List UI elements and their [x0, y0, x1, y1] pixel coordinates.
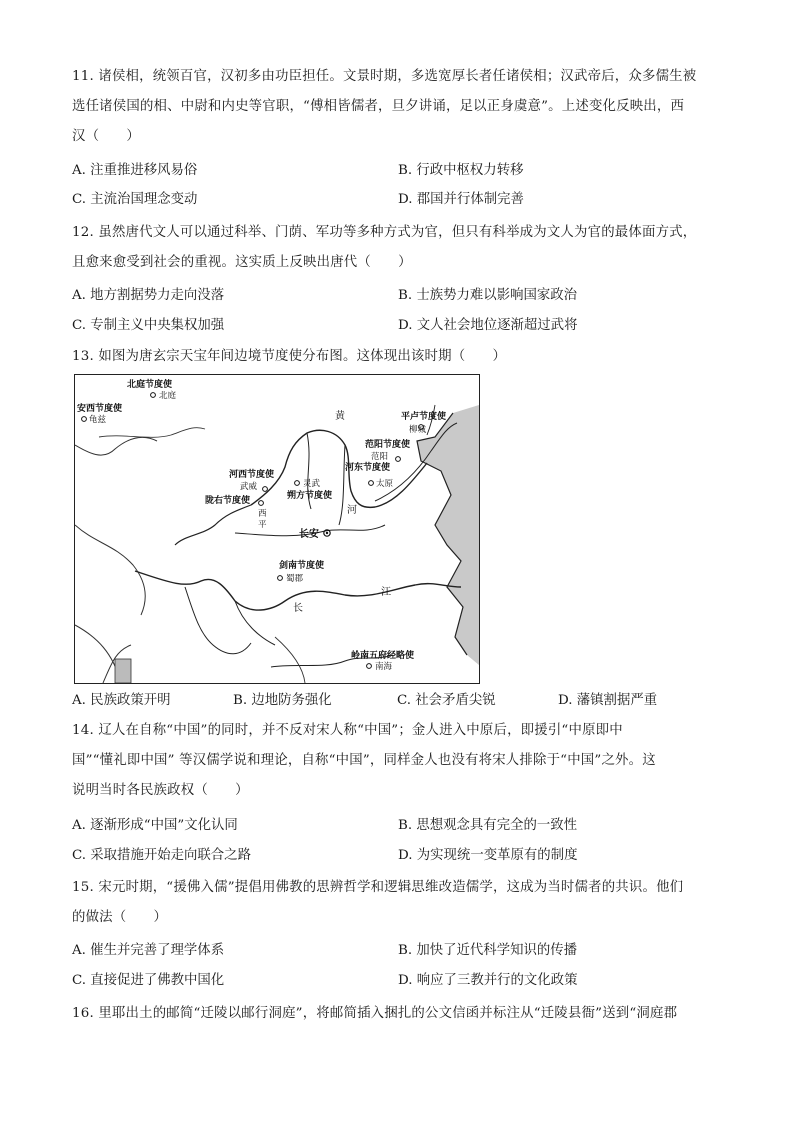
question-15-stem: [72, 873, 724, 933]
city-marker: [259, 501, 264, 506]
city-marker: [263, 487, 268, 492]
question-line: 16. 里耶出土的邮简“迁陵以邮行洞庭”，将邮简插入捆扎的公文信函并标注从“迁陵县衙”送到“洞庭郡: [72, 1006, 678, 1021]
label-shuofang-city: 灵武: [303, 479, 321, 489]
option-a[interactable]: A. 逐渐形成“中国”文化认同: [72, 818, 238, 833]
map-svg: [75, 375, 479, 683]
river-upper: [175, 505, 251, 545]
city-marker: [82, 417, 87, 422]
option-b[interactable]: B. 边地防务强化: [233, 693, 332, 708]
question-11-options-row-2: [72, 187, 724, 213]
question-11-options-row-1: [72, 158, 724, 184]
option-c[interactable]: C. 专制主义中央集权加强: [72, 318, 225, 333]
question-14-stem: [72, 716, 724, 806]
border-line: [99, 428, 205, 438]
label-river-jiang: 江: [381, 587, 391, 598]
question-15-options-row-1: [72, 938, 724, 964]
label-hexi-city: 武威: [240, 482, 258, 492]
border-line: [75, 437, 157, 455]
option-b[interactable]: B. 行政中枢权力转移: [398, 163, 524, 178]
river-branch: [235, 601, 275, 645]
river-branch: [275, 637, 305, 683]
question-13-options-row: [72, 688, 724, 714]
city-marker: [367, 664, 372, 669]
question-12-options-row-1: [72, 283, 724, 309]
option-d[interactable]: D. 为实现统一变革原有的制度: [398, 848, 578, 863]
label-anxi-city: 龟兹: [89, 415, 107, 425]
label-hexi: 河西节度使: [229, 470, 275, 480]
question-line: 的做法（ ）: [72, 910, 168, 925]
option-c[interactable]: C. 社会矛盾尖锐: [397, 693, 496, 708]
question-line: 15. 宋元时期，“援佛入儒”提倡用佛教的思辨哲学和逻辑思维改造儒学，这成为当时儒者的共识。他们: [72, 880, 684, 895]
label-fanyang: 范阳节度使: [365, 440, 411, 450]
option-b[interactable]: B. 士族势力难以影响国家政治: [398, 288, 578, 303]
capital-marker-dot: [326, 532, 328, 534]
border-line: [75, 525, 145, 615]
label-xiping-1: 西: [258, 509, 267, 519]
option-b[interactable]: B. 加快了近代科学知识的传播: [398, 943, 578, 958]
label-beiting-city: 北庭: [159, 391, 177, 401]
label-hedong: 河东节度使: [345, 463, 391, 473]
question-line: 14. 辽人在自称“中国”的同时，并不反对宋人称“中国”；金人进入中原后，即援引“中原即中: [72, 723, 623, 738]
label-jiannan-city: 蜀郡: [286, 574, 304, 584]
label-river-he: 河: [347, 505, 357, 516]
label-longyou: 陇右节度使: [205, 496, 251, 506]
question-line: 国”“懂礼即中国” 等汉儒学说和理论，自称“中国”，同样金人也没有将宋人排除于“中国”之外。这: [72, 753, 656, 768]
label-river-chang: 长: [293, 603, 303, 614]
option-d[interactable]: D. 响应了三教并行的文化政策: [398, 973, 578, 988]
question-12-stem: [72, 218, 724, 278]
question-line: 汉（ ）: [72, 129, 140, 144]
label-fanyang-city: 范阳: [371, 452, 389, 462]
label-lingnan: 岭南五府经略使: [351, 651, 415, 661]
label-hedong-city: 太原: [376, 479, 394, 489]
question-15-options-row-2: [72, 968, 724, 994]
option-a[interactable]: A. 催生并完善了理学体系: [72, 943, 225, 958]
city-marker: [396, 457, 401, 462]
option-d[interactable]: D. 文人社会地位逐渐超过武将: [398, 318, 578, 333]
question-line: 说明当时各民族政权（ ）: [72, 783, 249, 798]
label-xiping-2: 平: [258, 520, 267, 530]
city-marker: [369, 481, 374, 486]
question-line: 且愈来愈受到社会的重视。这实质上反映出唐代（ ）: [72, 255, 412, 270]
sea-area: [417, 405, 479, 665]
option-c[interactable]: C. 直接促进了佛教中国化: [72, 973, 225, 988]
option-d[interactable]: D. 藩镇割据严重: [558, 693, 658, 708]
question-13-stem: [72, 342, 724, 372]
label-jiannan: 剑南节度使: [279, 561, 325, 571]
label-lingnan-city: 南海: [375, 662, 393, 672]
label-changan: 长安: [299, 529, 319, 540]
question-14-options-row-1: [72, 813, 724, 839]
option-c[interactable]: C. 采取措施开始走向联合之路: [72, 848, 251, 863]
question-11-stem: [72, 62, 724, 152]
question-line: 选任诸侯国的相、中尉和内史等官职，“傅相皆儒者，旦夕讲诵，足以正身虞意”。上述变化反映出，西: [72, 99, 685, 114]
option-a[interactable]: A. 注重推进移风易俗: [72, 163, 198, 178]
question-line: 12. 虽然唐代文人可以通过科举、门荫、军功等多种方式为官，但只有科举成为文人为官的最体面方式，: [72, 225, 697, 240]
question-14-options-row-2: [72, 843, 724, 869]
river-branch: [185, 587, 251, 654]
label-pinglu: 平卢节度使: [401, 412, 447, 422]
city-marker: [295, 481, 300, 486]
option-a[interactable]: A. 地方割据势力走向没落: [72, 288, 225, 303]
option-c[interactable]: C. 主流治国理念变动: [72, 192, 198, 207]
city-marker: [151, 393, 156, 398]
question-line: 11. 诸侯相，统领百官，汉初多由功臣担任。文景时期，多选宽厚长者任诸侯相；汉武帝后，众多儒生被: [72, 69, 697, 84]
label-river-huang: 黄: [335, 411, 345, 422]
option-a[interactable]: A. 民族政策开明: [72, 693, 171, 708]
border-line: [75, 625, 121, 683]
question-12-options-row-2: [72, 313, 724, 339]
label-shuofang: 朔方节度使: [287, 491, 333, 501]
label-pinglu-city: 柳城: [409, 425, 427, 435]
label-beiting: 北庭节度使: [127, 380, 173, 390]
label-anxi: 安西节度使: [77, 404, 123, 414]
option-b[interactable]: B. 思想观念具有完全的一致性: [398, 818, 578, 833]
river-branch: [339, 445, 345, 525]
hatched-area: [115, 659, 131, 683]
option-d[interactable]: D. 郡国并行体制完善: [398, 192, 524, 207]
question-16-stem: [72, 999, 724, 1029]
question-line: 13. 如图为唐玄宗天宝年间边境节度使分布图。这体现出该时期（ ）: [72, 349, 507, 364]
tang-jiedushi-map: [74, 374, 480, 684]
city-marker: [278, 576, 283, 581]
